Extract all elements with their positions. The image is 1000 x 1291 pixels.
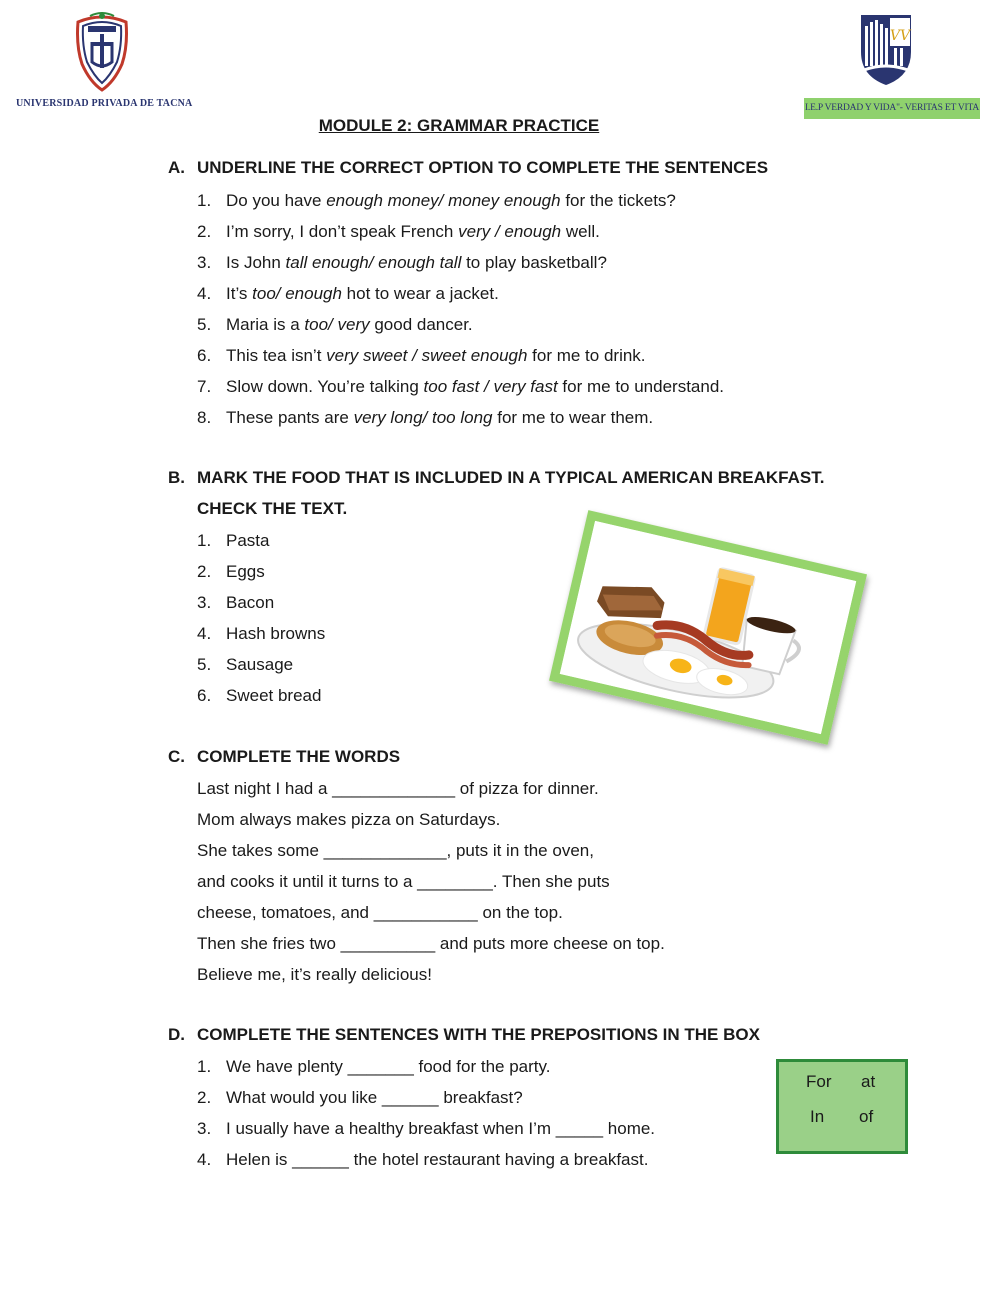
food-name: Hash browns xyxy=(226,624,326,643)
text-line[interactable]: Last night I had a _____________ of pizza for dinner. xyxy=(197,779,599,798)
sentence-end: for me to understand. xyxy=(557,377,725,396)
sentence-options[interactable]: very long/ too long xyxy=(353,408,493,427)
sentence-end: to play basketball? xyxy=(461,253,607,272)
list-item xyxy=(197,278,724,309)
list-item[interactable] xyxy=(197,649,325,680)
item-number: 4. xyxy=(197,1150,212,1169)
preposition-word: of xyxy=(859,1107,874,1126)
text-line[interactable]: and cooks it until it turns to a ________. Then she puts xyxy=(197,872,610,891)
sentence-end: for me to drink. xyxy=(527,346,646,365)
item-number: 3. xyxy=(197,1119,212,1138)
sentence-start: Do you have xyxy=(226,191,327,210)
food-name: Bacon xyxy=(226,593,275,612)
list-item xyxy=(197,402,724,433)
section-d-title: COMPLETE THE SENTENCES WITH THE PREPOSITIONS IN THE BOX xyxy=(197,1025,760,1044)
breakfast-photo xyxy=(549,510,867,745)
sentence-options[interactable]: too/ enough xyxy=(252,284,342,303)
page-title: MODULE 2: GRAMMAR PRACTICE xyxy=(318,116,600,135)
text-line[interactable]: Then she fries two __________ and puts more cheese on top. xyxy=(197,934,665,953)
list-item xyxy=(197,216,724,247)
item-number: 2. xyxy=(197,1088,212,1107)
sentence-start: These pants are xyxy=(226,408,354,427)
section-a-title: UNDERLINE THE CORRECT OPTION TO COMPLETE THE SENTENCES xyxy=(197,158,769,177)
section-c-heading xyxy=(168,747,400,767)
list-item xyxy=(197,247,724,278)
sentence-end: well. xyxy=(561,222,600,241)
section-b-title: MARK THE FOOD THAT IS INCLUDED IN A TYPICAL AMERICAN BREAKFAST. xyxy=(197,468,825,487)
section-d-letter: D. xyxy=(168,1025,185,1044)
section-d-list xyxy=(197,1051,655,1175)
school-shield-icon xyxy=(858,12,914,88)
list-item[interactable] xyxy=(197,525,325,556)
list-item[interactable] xyxy=(197,618,325,649)
section-a-list xyxy=(197,185,724,433)
sentence-start: It’s xyxy=(226,284,253,303)
item-number: 3. xyxy=(197,593,212,612)
item-number: 3. xyxy=(197,253,212,272)
sentence-end: good dancer. xyxy=(369,315,473,334)
sentence-options[interactable]: tall enough/ enough tall xyxy=(285,253,462,272)
sentence-text: Helen is ______ the hotel restaurant having a breakfast. xyxy=(226,1150,649,1169)
sentence-start: Is John xyxy=(226,253,286,272)
sentence-start: I’m sorry, I don’t speak French xyxy=(226,222,459,241)
preposition-box xyxy=(776,1059,908,1154)
text-line: Mom always makes pizza on Saturdays. xyxy=(197,810,501,829)
list-item[interactable] xyxy=(197,1113,655,1144)
item-number: 1. xyxy=(197,1057,212,1076)
university-crest-icon xyxy=(70,12,134,92)
university-logo xyxy=(12,10,192,114)
item-number: 6. xyxy=(197,346,212,365)
item-number: 2. xyxy=(197,222,212,241)
section-c-title: COMPLETE THE WORDS xyxy=(197,747,401,766)
list-item[interactable] xyxy=(197,1144,655,1175)
preposition-word: In xyxy=(810,1107,825,1126)
sentence-text: We have plenty _______ food for the party. xyxy=(226,1057,551,1076)
section-d-heading xyxy=(168,1025,760,1045)
item-number: 5. xyxy=(197,315,212,334)
list-item[interactable] xyxy=(197,1051,655,1082)
section-b-list xyxy=(197,525,325,711)
sentence-end: for the tickets? xyxy=(560,191,676,210)
section-a-heading xyxy=(168,158,768,178)
food-name: Eggs xyxy=(226,562,265,581)
item-number: 8. xyxy=(197,408,212,427)
section-b-subheading: CHECK THE TEXT. xyxy=(197,499,348,518)
sentence-start: Maria is a xyxy=(226,315,305,334)
section-a-letter: A. xyxy=(168,158,185,177)
school-motto: I.E.P VERDAD Y VIDA"- VERITAS ET VITA xyxy=(804,98,980,119)
text-line[interactable]: cheese, tomatoes, and ___________ on the top. xyxy=(197,903,563,922)
sentence-end: hot to wear a jacket. xyxy=(341,284,499,303)
list-item[interactable] xyxy=(197,680,325,711)
list-item[interactable] xyxy=(197,587,325,618)
sentence-end: for me to wear them. xyxy=(492,408,654,427)
breakfast-plate-icon xyxy=(560,521,856,734)
item-number: 6. xyxy=(197,686,212,705)
list-item xyxy=(197,185,724,216)
sentence-start: This tea isn’t xyxy=(226,346,327,365)
sentence-options[interactable]: very / enough xyxy=(458,222,562,241)
item-number: 4. xyxy=(197,624,212,643)
section-c-letter: C. xyxy=(168,747,185,766)
list-item xyxy=(197,309,724,340)
school-monogram: VV xyxy=(889,28,911,44)
preposition-word: For xyxy=(806,1072,832,1091)
sentence-options[interactable]: very sweet / sweet enough xyxy=(326,346,528,365)
item-number: 2. xyxy=(197,562,212,581)
item-number: 1. xyxy=(197,531,212,550)
text-line[interactable]: She takes some _____________, puts it in the oven, xyxy=(197,841,594,860)
item-number: 5. xyxy=(197,655,212,674)
food-name: Sweet bread xyxy=(226,686,322,705)
sentence-options[interactable]: too/ very xyxy=(304,315,370,334)
item-number: 7. xyxy=(197,377,212,396)
sentence-options[interactable]: enough money/ money enough xyxy=(326,191,561,210)
school-logo xyxy=(800,12,985,120)
item-number: 1. xyxy=(197,191,212,210)
food-name: Pasta xyxy=(226,531,270,550)
list-item xyxy=(197,371,724,402)
sentence-options[interactable]: too fast / very fast xyxy=(423,377,558,396)
sentence-text: I usually have a healthy breakfast when I’m _____ home. xyxy=(226,1119,656,1138)
section-c-text xyxy=(197,773,665,990)
section-b-heading xyxy=(168,468,824,488)
list-item[interactable] xyxy=(197,556,325,587)
item-number: 4. xyxy=(197,284,212,303)
list-item xyxy=(197,340,724,371)
sentence-text: What would you like ______ breakfast? xyxy=(226,1088,523,1107)
section-b-letter: B. xyxy=(168,468,185,487)
list-item[interactable] xyxy=(197,1082,655,1113)
sentence-start: Slow down. You’re talking xyxy=(226,377,424,396)
food-name: Sausage xyxy=(226,655,294,674)
university-name: UNIVERSIDAD PRIVADA DE TACNA xyxy=(16,98,193,109)
preposition-word: at xyxy=(861,1072,876,1091)
text-line: Believe me, it’s really delicious! xyxy=(197,965,432,984)
